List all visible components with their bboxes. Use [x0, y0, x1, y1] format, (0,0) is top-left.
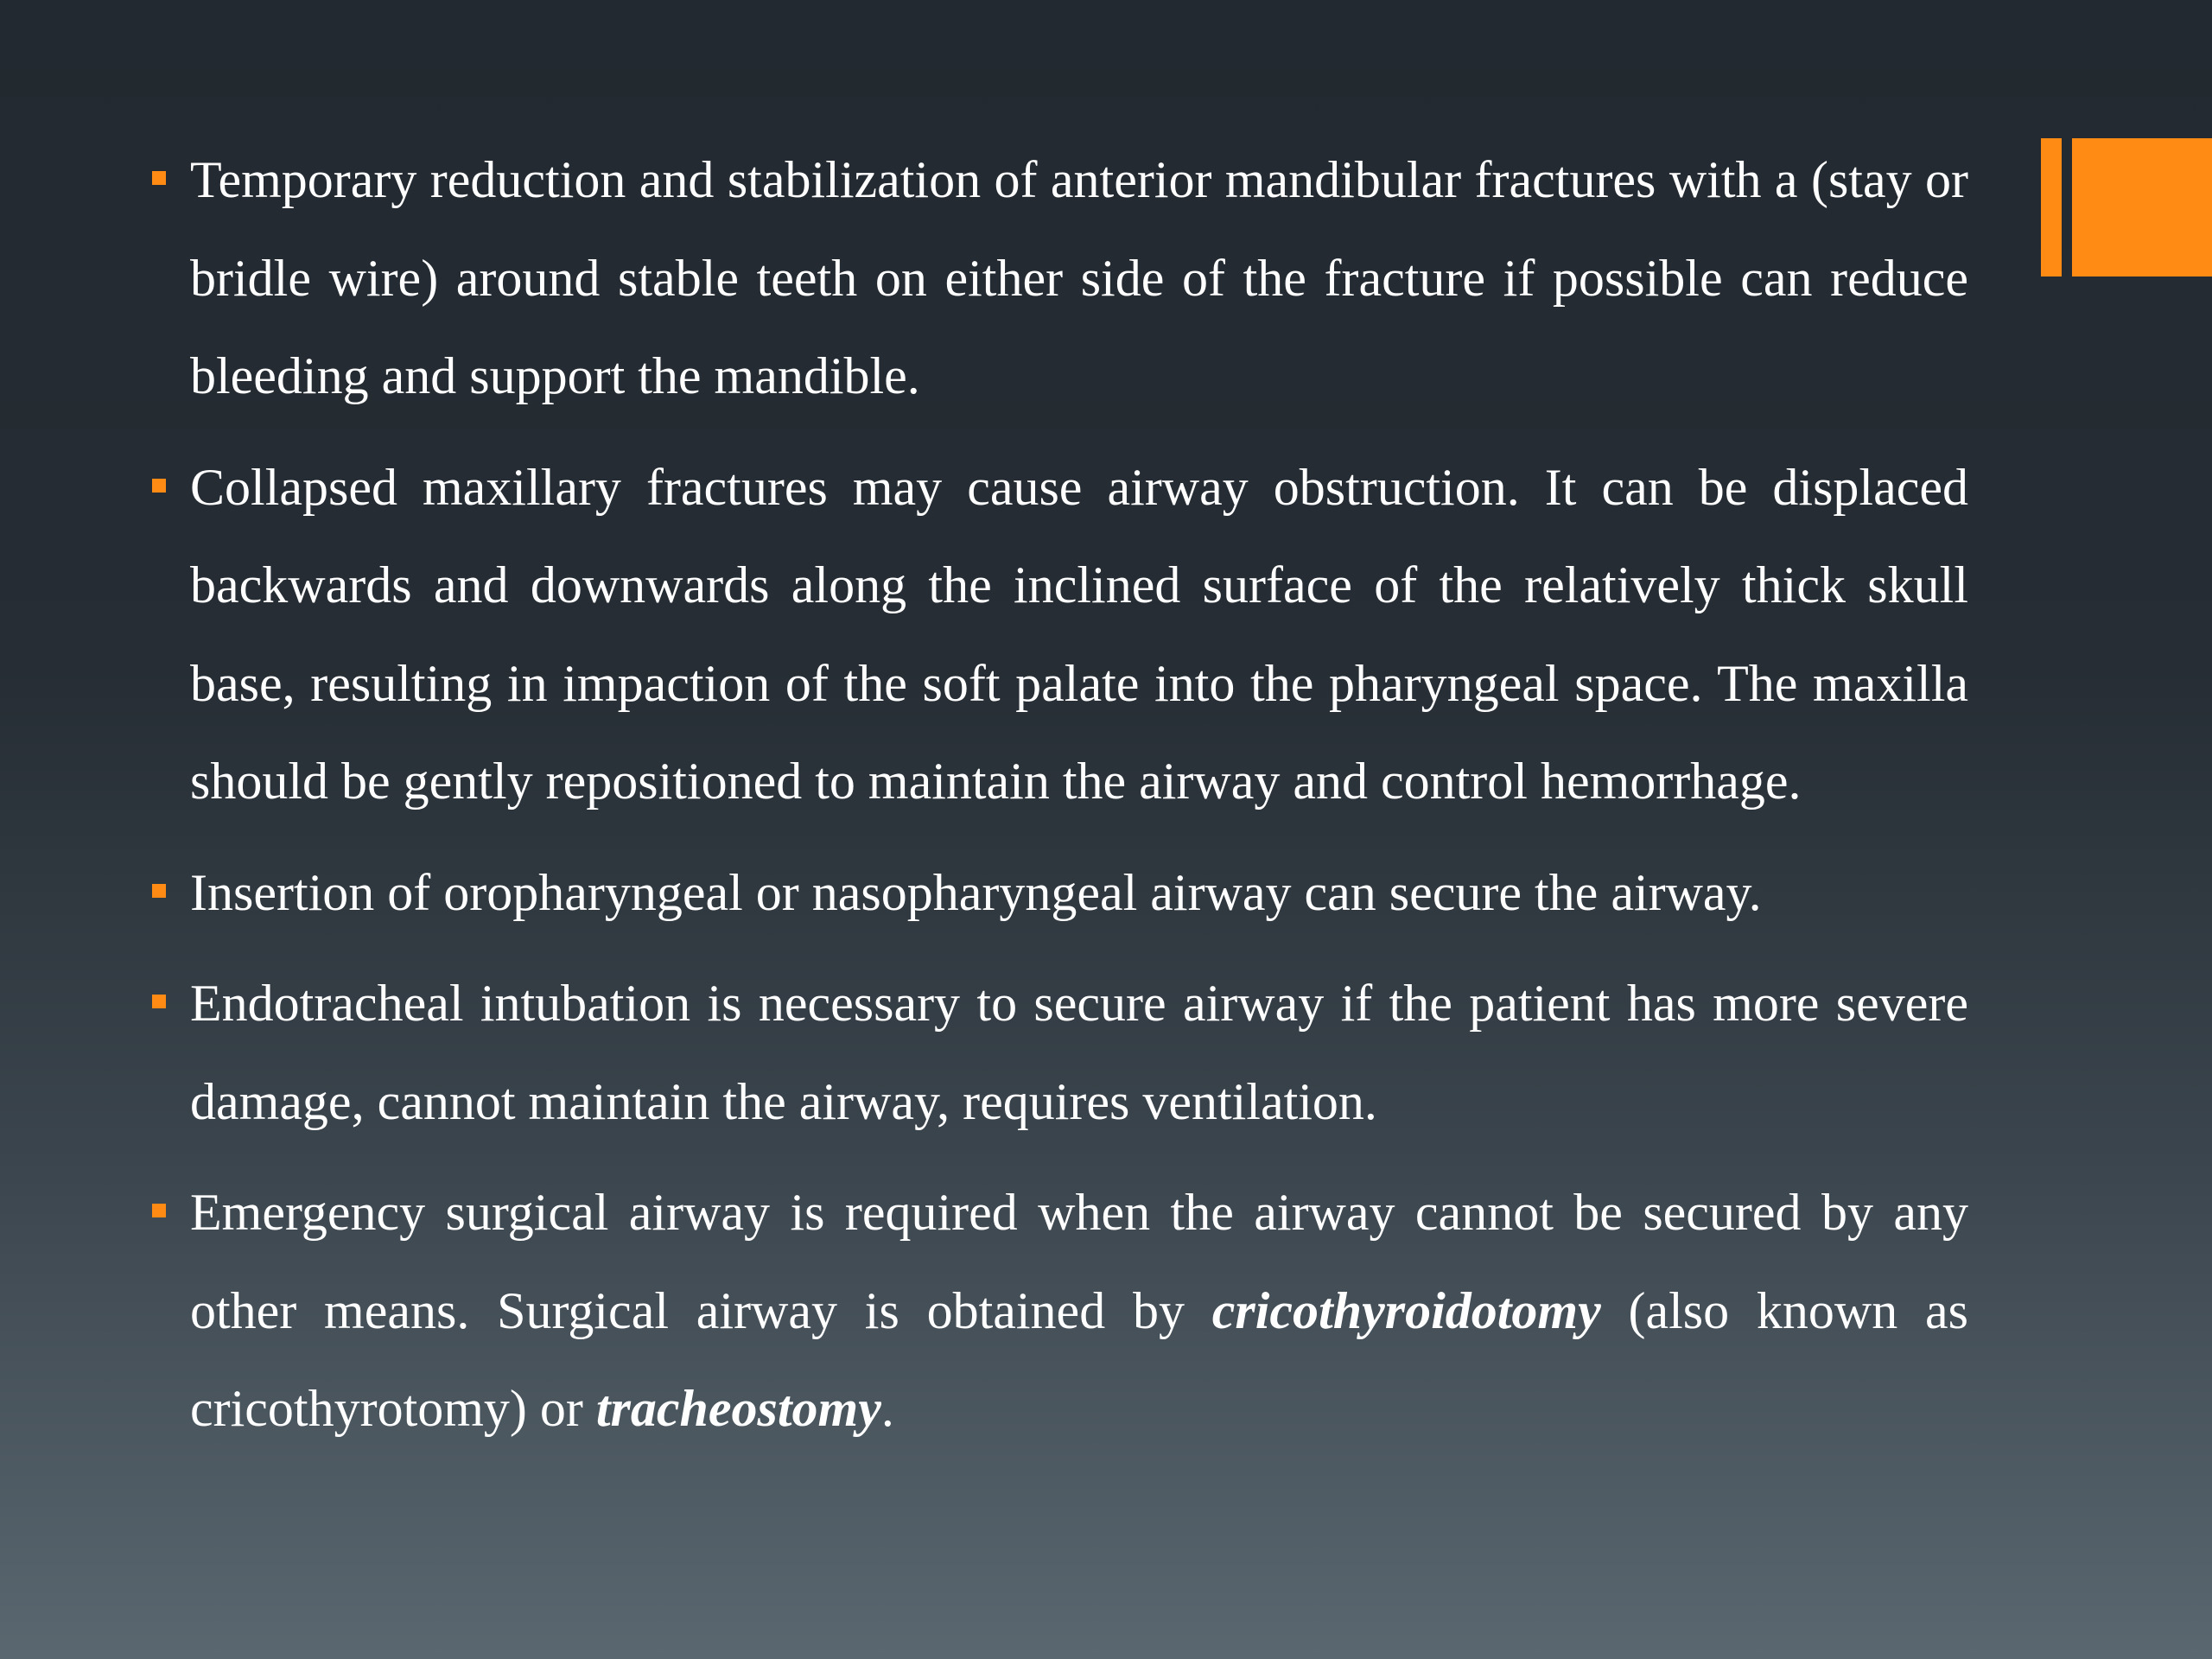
emphasized-term: tracheostomy: [595, 1380, 881, 1437]
bullet-item-2: [147, 439, 1968, 831]
square-bullet-icon: [152, 1204, 166, 1217]
bullet-text: Temporary reduction and stabilization of anterior mandibular fractures with a (stay or bridle wire) around stable teeth on either side of the fracture if possible can reduce bleeding and support the mandible.: [190, 151, 1968, 404]
square-bullet-icon: [152, 884, 166, 898]
bullet-text-part: .: [880, 1380, 894, 1437]
square-bullet-icon: [152, 171, 166, 185]
square-bullet-icon: [152, 995, 166, 1008]
bullet-text-part: (also known as cricothyrotomy) or: [190, 1281, 1968, 1437]
bullet-item-4: [147, 955, 1968, 1151]
bullet-text: Collapsed maxillary fractures may cause airway obstruction. It can be displaced backwards and downwards along the inclined surface of the relatively thick skull base, resulting in impaction of the soft palate into the pharyngeal space. The maxilla should be gently repositioned to maintain the airway and control hemorrhage.: [190, 458, 1968, 810]
square-bullet-icon: [152, 479, 166, 493]
bullet-text-part: Emergency surgical airway is required when the airway cannot be secured by any other means. Surgical airway is obtained by: [190, 1184, 1968, 1339]
accent-bar-thin: [2041, 138, 2062, 276]
bullet-item-5: [147, 1164, 1968, 1459]
bullet-item-1: [147, 131, 1968, 426]
bullet-list: [147, 131, 1968, 1471]
accent-bar-block: [2072, 138, 2212, 276]
bullet-text: Endotracheal intubation is necessary to secure airway if the patient has more severe damage, cannot maintain the airway, requires ventilation.: [190, 975, 1968, 1130]
emphasized-term: cricothyroidotomy: [1211, 1281, 1601, 1339]
bullet-item-3: [147, 844, 1968, 943]
bullet-text: Insertion of oropharyngeal or nasopharyngeal airway can secure the airway.: [190, 863, 1762, 921]
